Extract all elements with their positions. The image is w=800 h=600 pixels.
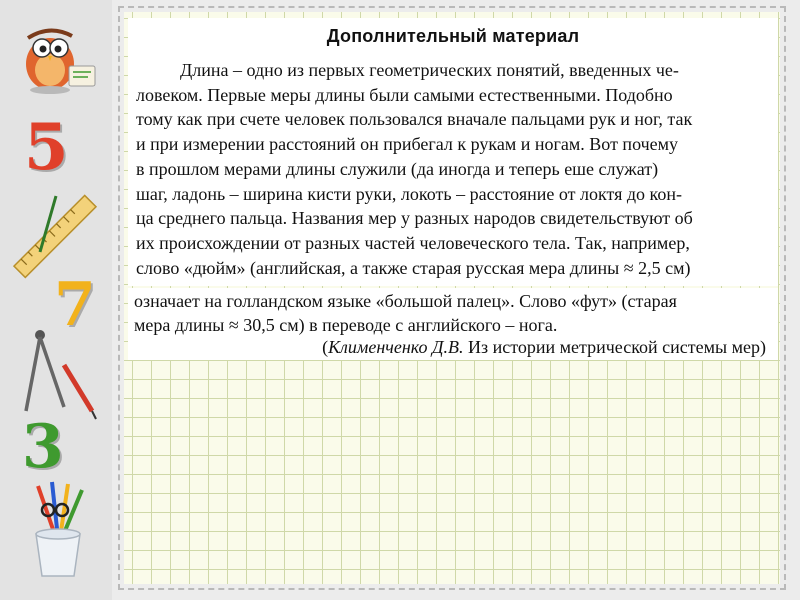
text-line: означает на голландском языке «большой палец». Слово «фут» (старая: [134, 291, 677, 311]
compass-icon: [12, 325, 102, 425]
digit-3: 3: [22, 412, 64, 482]
text-line: в прошлом мерами длины служили (да иногда и теперь еше служат): [136, 158, 659, 179]
pencil-cup-icon: [18, 480, 98, 580]
text-line: и при измерении расстояний он прибегал к рукам и ногам. Вот почему: [136, 134, 679, 155]
ruler-icon: [10, 190, 100, 280]
sidebar: [0, 0, 113, 600]
main-text-block: [128, 18, 778, 286]
text-line: ловеком. Первые меры длины были самыми естественными. Подобно: [136, 84, 673, 105]
text-line: ца среднего пальца. Названия мер у разных народов свидетельствуют об: [136, 208, 693, 229]
owl-icon: [14, 14, 104, 96]
text-line: мера длины ≈ 30,5 см) в переводе с английского – нога.: [134, 314, 558, 335]
text-line: их происхождении от разных частей человеческого тела. Так, например,: [136, 232, 690, 253]
source-citation: (Клименченко Д.В. Из истории метрической системы мер): [322, 337, 766, 357]
text-line: слово «дюйм» (английская, а также старая русская мера длины ≈ 2,5 см): [136, 257, 691, 278]
page-title: Дополнительный материал: [326, 26, 580, 46]
text-line: тому как при счете человек пользовался вначале пальцами рук и ног, так: [136, 109, 693, 130]
continuation-text-block: [128, 288, 778, 360]
paragraph: [136, 58, 770, 280]
source-author: Клименченко Д.В.: [328, 337, 464, 357]
text-line: шаг, ладонь – ширина кисти руки, локоть – расстояние от локтя до кон-: [136, 183, 683, 204]
source-title: Из истории метрической системы мер): [463, 337, 766, 357]
text-line: Длина – одно из первых геометрических понятий, введенных че-: [180, 60, 679, 80]
digit-5: 5: [24, 110, 69, 185]
paragraph-continuation: [134, 290, 770, 337]
digit-7: 7: [54, 270, 96, 340]
